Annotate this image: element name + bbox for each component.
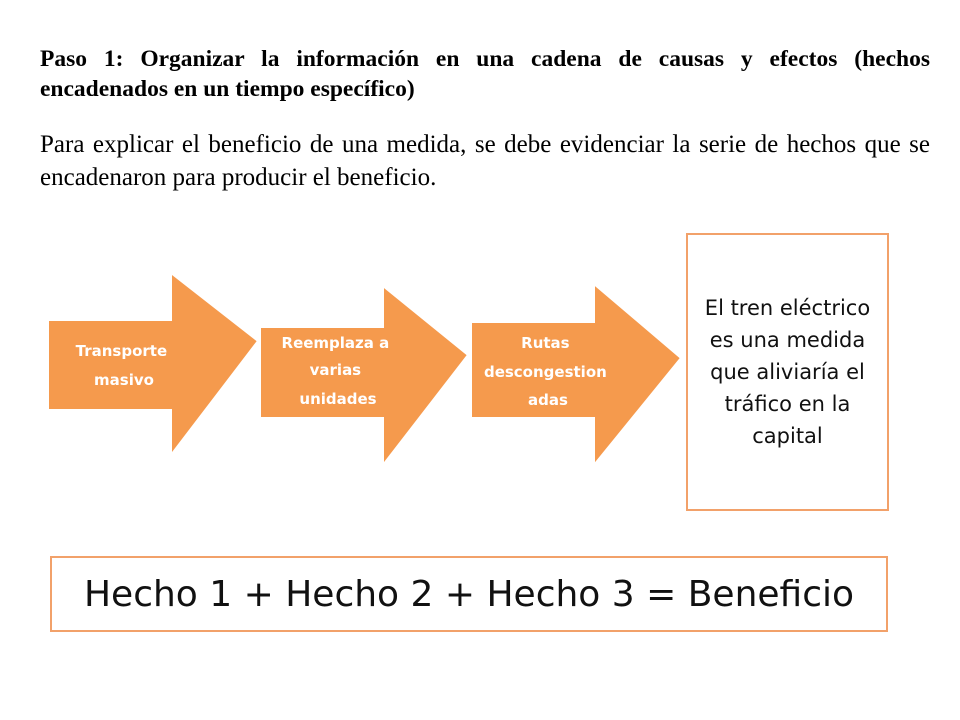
arrow-fact-1: [48, 273, 258, 455]
step-description: Para explicar el beneficio de una medida, se debe evidenciar la serie de hechos que se encadenaron para producir el beneficio.: [40, 131, 930, 191]
arrow-fact-2: [260, 286, 468, 465]
arrow-fact-3-line-3: adas: [528, 391, 568, 409]
formula-text: Hecho 1 + Hecho 2 + Hecho 3 = Beneficio: [83, 573, 855, 615]
step-heading: Paso 1: Organizar la información en una cadena de causas y efectos (hechos encadenados en un tiempo específico): [40, 46, 930, 102]
arrow-fact-2-line-1: Reemplaza a: [281, 334, 390, 352]
arrow-fact-3-line-1: Rutas: [521, 334, 570, 352]
arrow-fact-1-line-2: masivo: [94, 371, 154, 389]
arrow-fact-3: [471, 284, 681, 465]
arrow-fact-2-line-3: unidades: [299, 390, 377, 408]
formula-box: [50, 556, 888, 632]
arrow-fact-1-line-1: Transporte: [75, 342, 168, 360]
arrow-fact-2-line-2: varias: [309, 361, 362, 379]
benefit-box: [686, 233, 889, 511]
arrow-fact-3-line-2: descongestion: [483, 363, 607, 381]
arrow-fact-1-shape: [48, 273, 258, 455]
benefit-text: El tren eléctrico es una medida que aliviaría el tráfico en la capital: [704, 296, 871, 448]
